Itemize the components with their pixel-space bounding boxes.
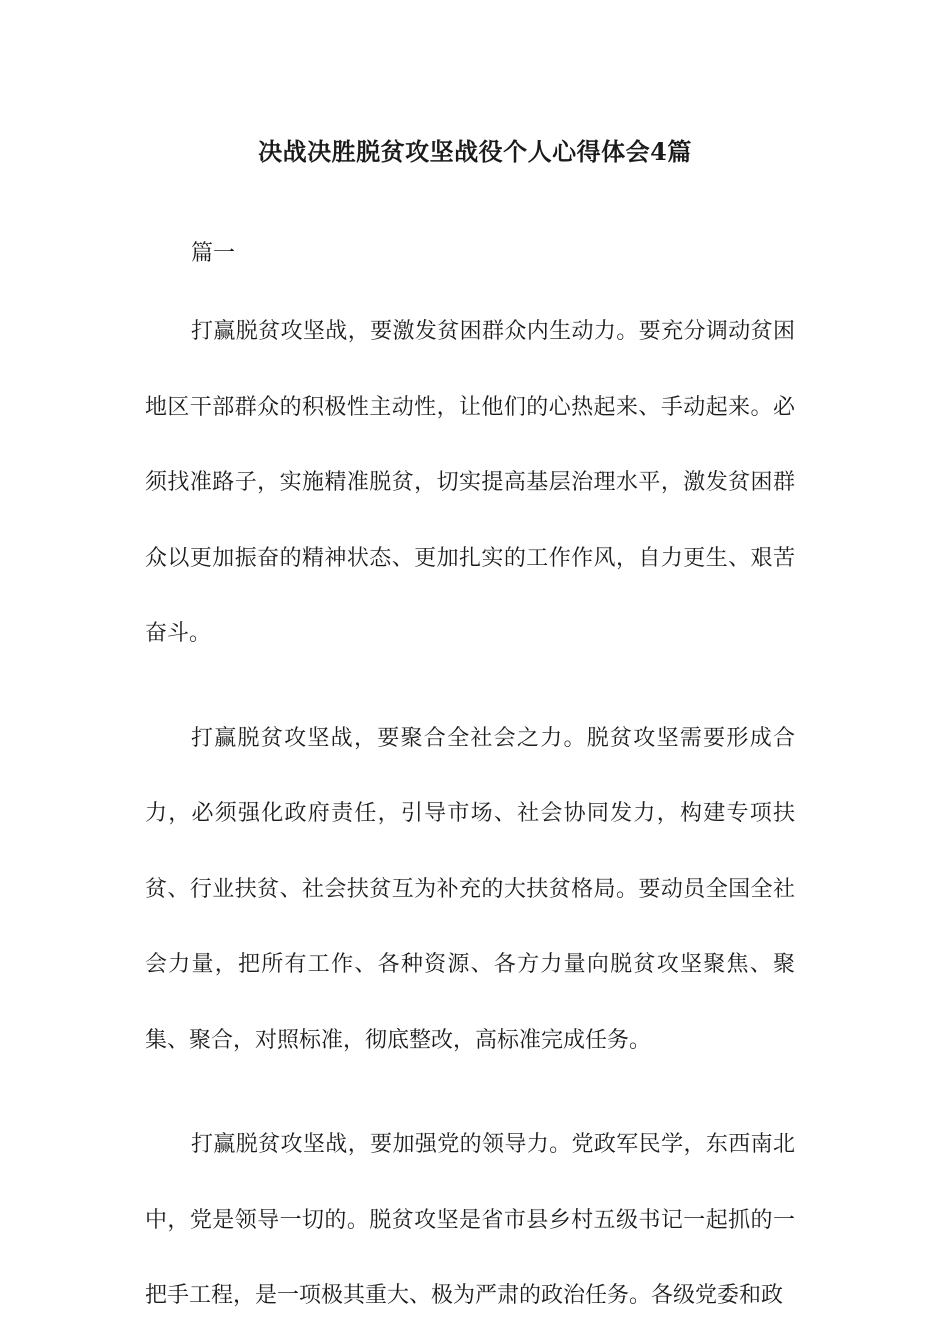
paragraph-2: 打赢脱贫攻坚战，要聚合全社会之力。脱贫攻坚需要形成合力，必须强化政府责任，引导市场、社会协同发力，构建专项扶贫、行业扶贫、社会扶贫互为补充的大扶贫格局。要动员全国全社会力量，把所有工作、各种资源、各方力量向脱贫攻坚聚焦、聚集、聚合，对照标准，彻底整改，高标准完成任务。 [145, 725, 795, 1053]
paragraph-1: 打赢脱贫攻坚战，要激发贫困群众内生动力。要充分调动贫困地区干部群众的积极性主动性，让他们的心热起来、手动起来。必须找准路子，实施精准脱贫，切实提高基层治理水平，激发贫困群众以更加振奋的精神状态、更加扎实的工作作风，自力更生、艰苦奋斗。 [145, 319, 795, 646]
section-label: 篇一 [191, 241, 236, 266]
paragraph-3: 打赢脱贫攻坚战，要加强党的领导力。党政军民学，东西南北中，党是领导一切的。脱贫攻坚是省市县乡村五级书记一起抓的一把手工程，是一项极其重大、极为严肃的政治任务。各级党委和政 [145, 1132, 795, 1308]
document-title: 决战决胜脱贫攻坚战役个人心得体会4篇 [258, 137, 692, 166]
document-body [145, 236, 795, 1334]
